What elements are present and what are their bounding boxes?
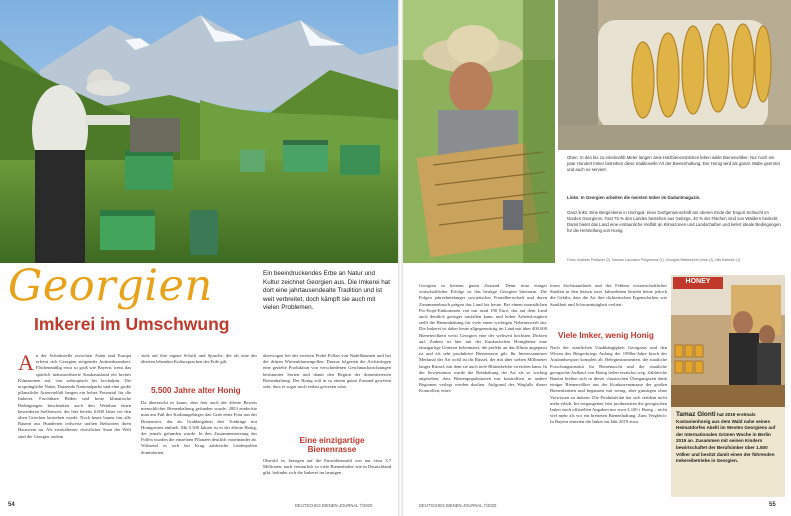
body-column-1: A n der Schnittstelle zwischen Asien und Europa erfreut sich Georgien steigender Aufmerksamkeit. Flächenmäßig etwa so groß wie Bayern, weist das spärlich industrialisierte Kaukasusland ein breites Klimazonen auf, von subtropisch bis hochalpin. Die ursprüngliche Natur, Dutzende Nationalparks und eine große pflanzliche Artenvielfalt bergen ein hohes Potenzial für die Imkerei. Fruchtbare Böden und beste klimatische Bedingungen beschenken auch den Weinbau einen besonderen Stellenwert, der hier bereits 6.000 Jahre vor den alten Griechen betrieben wurde. Noch heute bauen fast alle Bauern aus Hunderten teilweise uralten Rebsorten ihren Hauswein an. Als zweitältester christlicher Staat der Welt sind die Georgier zudem (18, 353, 131, 439)
drop-cap: A (18, 353, 34, 375)
portrait-caption: Tamaz Glonti hat 2019 erstmals Kastanienhonig aus dem Wald nahe seines Heimatdorfes Akelti im Westen Georgiens auf der Internationalen Grünen Woche in Berlin 2019 an. Zusammen mit seinen Kindern bewirtschaftet der Berufsimker über 1.500 Völker und besitzt damit einen der führenden Imkereibetriebe in Georgien. (676, 411, 776, 464)
heading-many-beekeepers: Viele Imker, wenig Honig (558, 331, 654, 340)
log-hive-comb-photo (558, 0, 791, 150)
caption-bottom-right: Ganz links: Eine Bergimkerei in Uschguli, einer Dorfgemeinschaft am oberen Ende der Enguri-Schlucht im Norden Georgiens. Fast 75 % des Landes bestehen aus Gebirge, 40 % der Flächen sind von Wäldern bedeckt. Damit bietet das Land eine erstaunliche Vielfalt an Klimazonen und Landschaften und liefert ideale Bedingungen für die Herstellung von Honig. (567, 210, 781, 233)
page-number-left: 54 (8, 502, 15, 508)
beekeeper-frame-photo (403, 0, 555, 263)
body-column-2b: Da überrascht es kaum, dass hier auch der älteste Beweis menschlicher Bienenhaltung gefunden wurde: 2003 entdeckte man am Fuß des Kodiamgebirges das Grab einer Frau aus der Bronzezeit, das als Grabbeigaben drei Tonkrüge mit Honigresten enthielt. Mit 5.500 Jahren ist es der älteste Honig, der jemals gefunden wurde. In den Zusammensetzung der Pollen wurden die einzelnen Pflanzen deutlich voneinander ab. Während es sich bei Krug zahlreiche Linderpollen dominierten, (141, 400, 257, 455)
caption-top-right: Oben: In den bis zu einebnahb Meter langen Jara-Holzbienenstöcken leben wilde Bienenvölker. Nur noch ein paar Hundert Imker betreiben diese traditionelle Art der Bienenhaltung. Der Honig wird als ganze Wabe geerntet und auch so serviert. (567, 155, 780, 172)
journal-footer-left: DEUTSCHES BIENEN-JOURNAL 7/2020 (295, 503, 373, 508)
heading-5500-years: 5.500 Jahre alter Honig (151, 386, 241, 395)
body-column-5a: losen Zuchtstandards und des Fehlens wissenschaftlicher Studien in den letzten zwei Jahrzehnten besteht heute jedoch die Gefahr, dass die Art ihre dichterischen Eigenschaften wie Sanftheit und Schwarmträgheit verliert. (550, 283, 667, 307)
page-gutter (398, 0, 403, 516)
photo-credits: Fotos: Andreas Preissner (2), Mariusz Caucasus Programme (1), Georgian Beekeepers Union (2), Nils Hartwich (1) (567, 258, 741, 262)
heading-bee-race: Eine einzigartige Bienenrasse (299, 436, 365, 454)
journal-footer-right: DEUTSCHES BIENEN-JOURNAL 7/2020 (419, 503, 497, 508)
caption-left-note: Links: In Georgien arbeiten die meisten Imker im Dadantmagazin. (567, 195, 701, 200)
article-title: Georgien (8, 261, 213, 311)
portrait-name: Tamaz Glonti (676, 411, 716, 418)
body-column-3a: überwogen bei der zweiten Probe Pollen von Nadelbäumen und bei der dritten Wiesenblumenpollen. Daraus folgerten die Archäologen eine gezielte Produktion von verschiedenen Geschmacksrichtungen bestimmter Sorten und damit den Beginn der domestizierten Bienenhaltung. Der Honig soll in so einem guten Zustand gewesen sein, dass er sogar noch essbar gewesen wäre. (263, 353, 391, 390)
body-column-4: Georgien in keinem guten Zustand. Denn trotz einiger wirtschaftlicher Erfolge ist das heutige Georgien bitterarm. Die Folgen jahrzehntelanger sowjetischer Fremdherrschaft und deren Zusammenbruch prägen das Land bis heute. Bei einem monatlichen Pro-Kopf-Einkommen von nur rund 190 Euro, das auf dem Land auch deutlich geringer ausfallen kann, und hoher Arbeitslosigkeit stellt die Bienenhaltung für viele einen wichtigen Nebenerwerb dar. Die Imkerei ist daher heute allgegenwärtig im Land mit über 400.000 Bienenvölkern weist Georgien eine der weltweit höchsten Dichten auf. Zudem ist hier mit der Kaukasischen Honigbiene eine einzigartige Unterart beheimatet, die perfekt an das Klima angepasst ist und als sehr produktive Bienenrasse gilt. Ihr Interessantester Merkmal der Art wohl ist ihr Rüssel, der mit über sieben Millimeter langer Rüssel, mit dem sie auch tiefe Blütenkelche erreichen kann. In der Sowjetunion wurde die Reinhaltung der Art als so wichtig angesehen, dass Bienenpopulationen nur kontrolliert in andere Regionen verlegt werden durften. Aufgrund des Wegfalls dieser Kontrollen, eines (419, 283, 547, 394)
portrait-box (671, 275, 785, 497)
page-number-right: 55 (769, 502, 776, 508)
honey-stand-photo (671, 275, 785, 407)
stand-sign: HONEY (685, 278, 711, 285)
body-column-3b: Obwohl es, bezogen auf die Einwohnerzahl von nur etwa 3,7 Millionen, nach vermutlich so viele Bienenhalter wie in Deutschland gibt, befindet sich die Imkerei im heutigen (263, 458, 391, 476)
article-subtitle: Imkerei im Umschwung (34, 314, 230, 334)
mountain-apiary-photo (0, 0, 398, 263)
article-lede: Ein beeindruckendes Erbe an Natur und Kultur zeichnet Georgien aus. Die Imkerei hat dort eine jahrtausendealte Tradition und ist weit verbreitet, doch kämpft sie auch mit vielen Problemen. (263, 270, 391, 312)
body-column-5b: Nach der staatlichen Unabhängigkeit Georgiens und den Wirren des Bürgerkriegs Anfang der 1990er-Jahre brach der Auslandsexport komplett ab. Beleginstrumenten, die staatliche Forschungsinstitut für Bienenzucht und der staatliche georgische Aufkauf von Honig fielen ersatzlos weg. Zahlreiche Bauern hielten sich in dieser chaotischen Übergangszeit dank einiger Bienenvölker aus der Konkurrenzmasse der großen Bienenfarmen und begannen mit wenig, aber günstigen ohne Vorwissen zu imkern. Die Produktivität hat sich seitdem nicht mehr erholt. Im vergangenen Jahr produzierten die georgischen Imker nach offiziellen Angaben nur etwa 4.100 t Honig – nicht viel mehr als vor ein breiteten Bienenhaltung. Zum Vergleich: In Bayern ernteten die Imker im Jahr 2019 etwa (550, 345, 667, 425)
body-column-2a: stolz auf ihre eigene Schrift und Sprache, die als eine der ältesten lebenden Kultursprachen der Erde gilt. (141, 353, 257, 365)
